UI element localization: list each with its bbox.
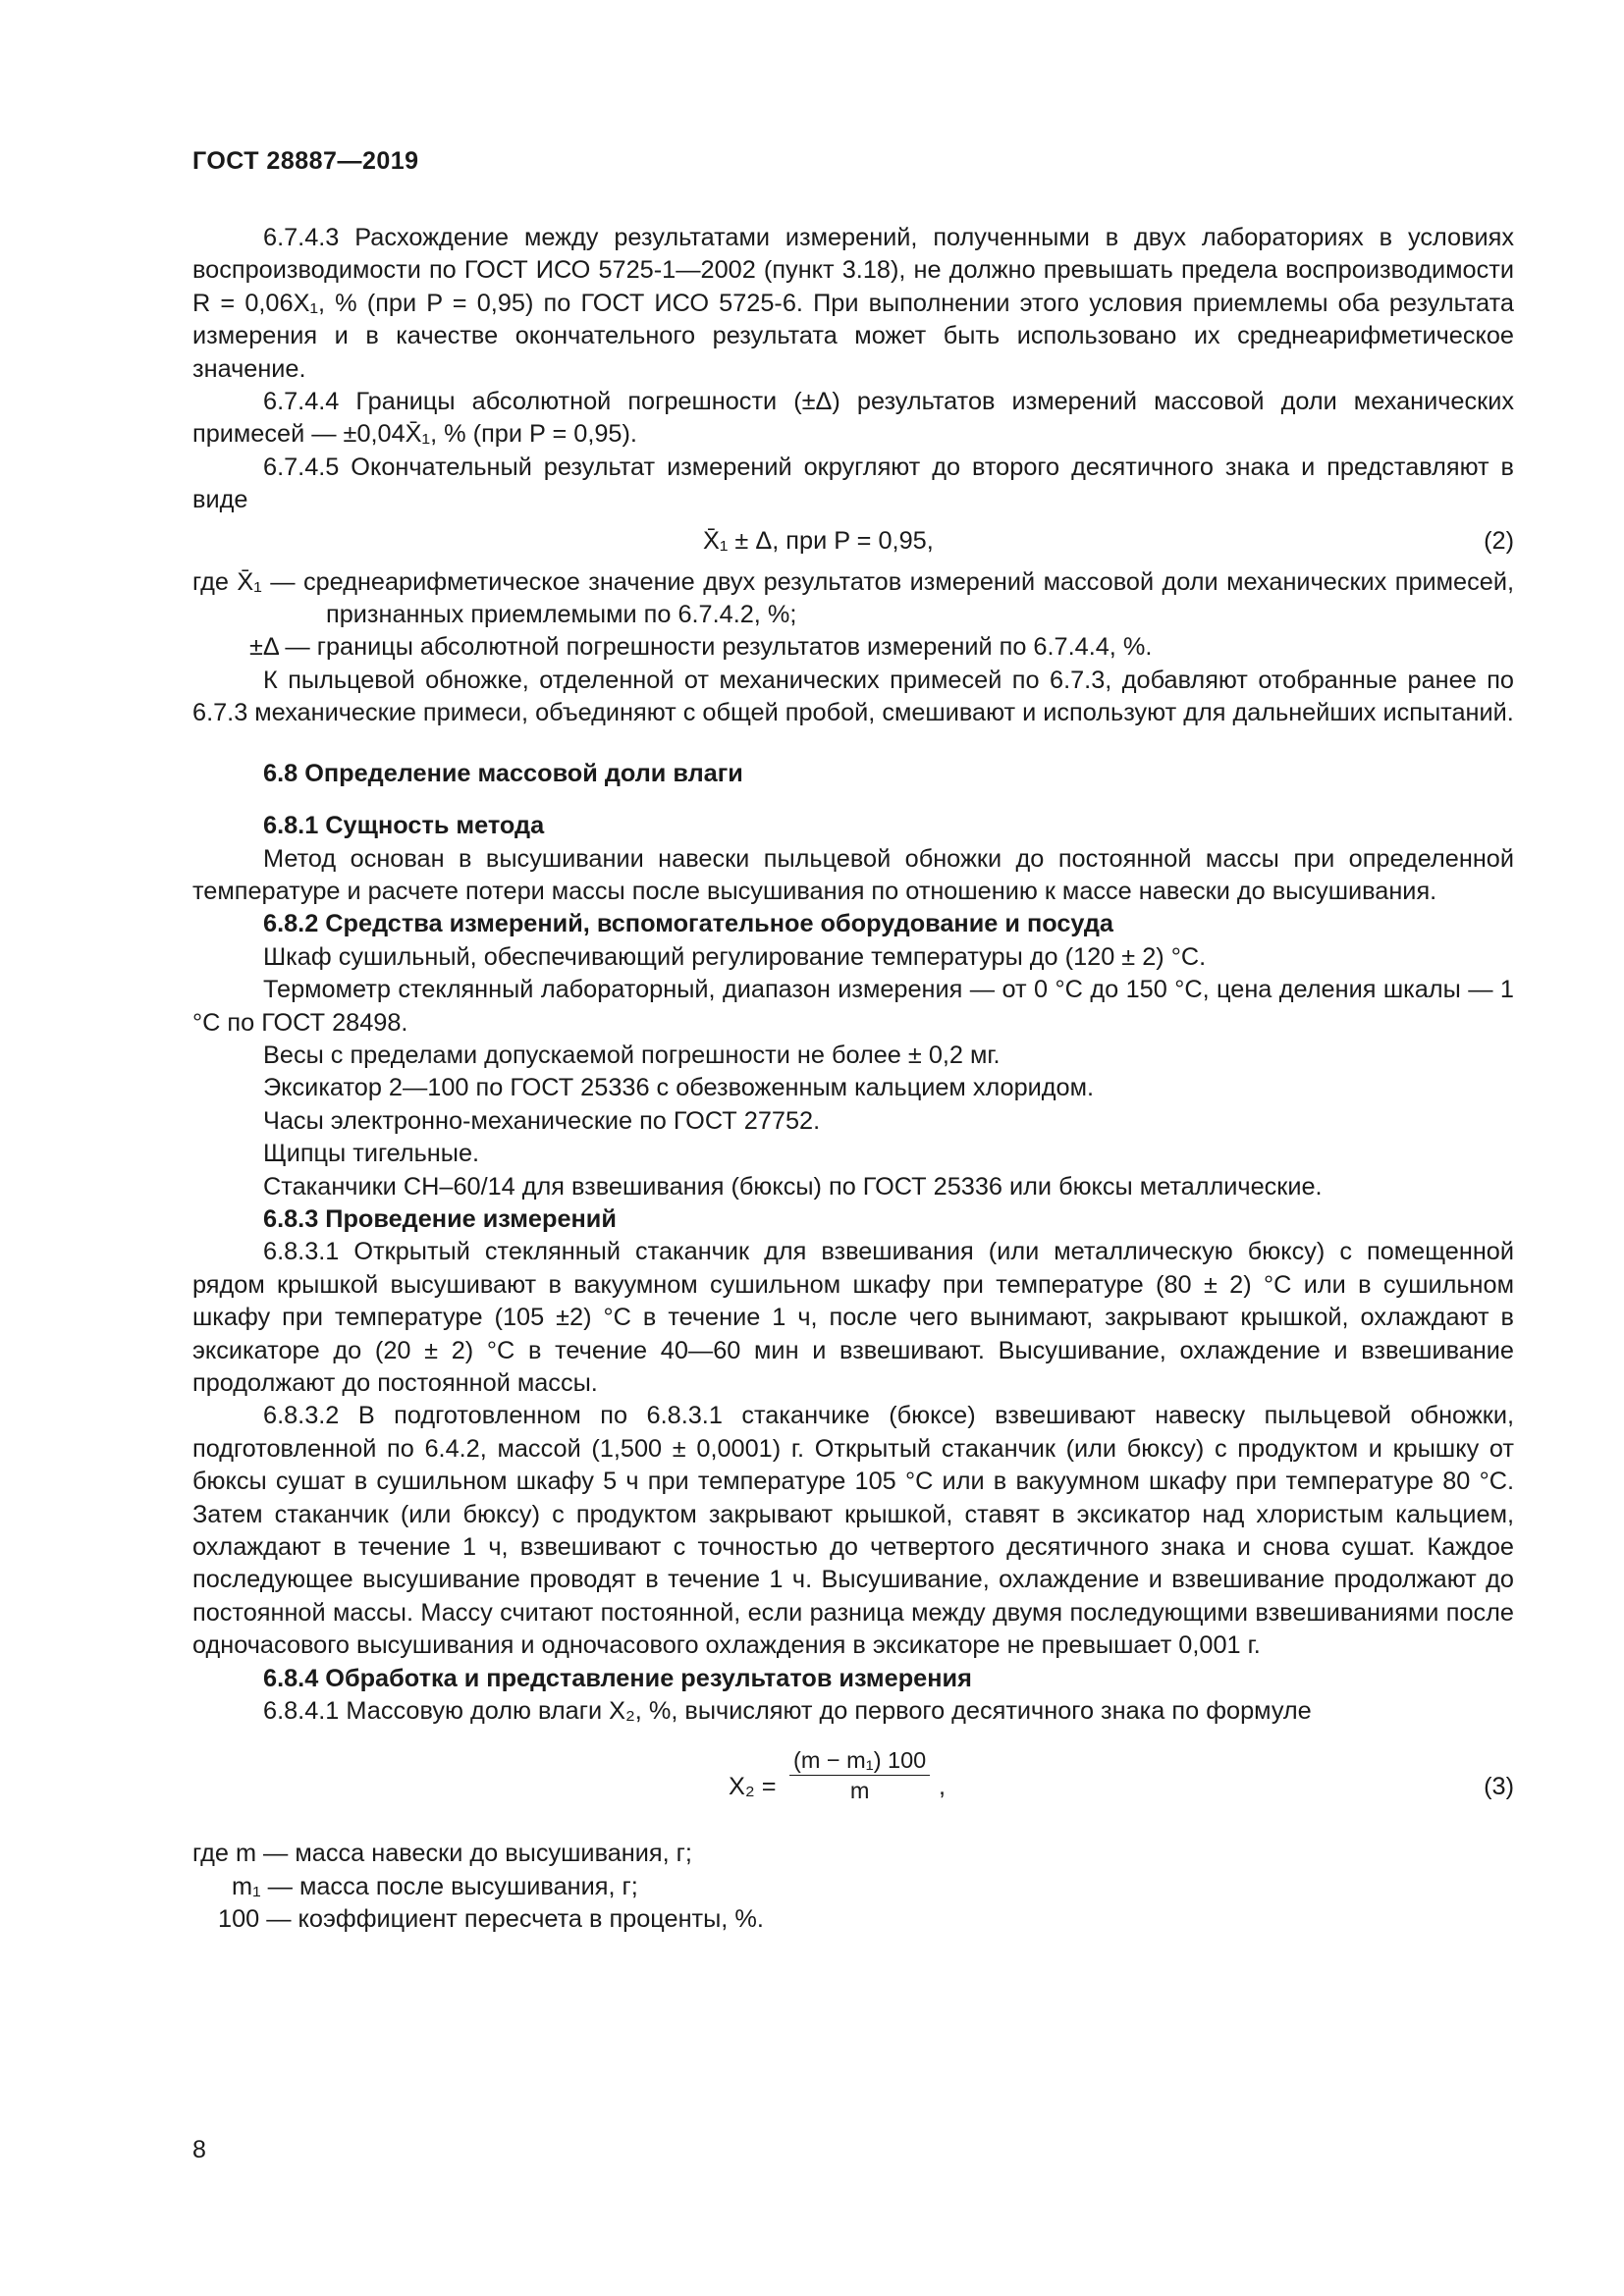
formula-3-where-m: где m — масса навески до высушивания, г; <box>192 1840 692 1868</box>
equipment-item-5: Часы электронно-механические по ГОСТ 27752. <box>263 1106 821 1135</box>
formula-3-where-100: 100 — коэффициент пересчета в проценты, %. <box>218 1905 764 1934</box>
equipment-item-1: Шкаф сушильный, обеспечивающий регулирование температуры до (120 ± 2) °С. <box>263 942 1207 971</box>
section-heading-6-8-4: 6.8.4 Обработка и представление результатов измерения <box>263 1664 972 1692</box>
formula-3-number: (3) <box>1484 1773 1514 1801</box>
formula-2-where-delta: ±Δ — границы абсолютной погрешности результатов измерений по 6.7.4.4, %. <box>249 633 1153 662</box>
paragraph-6-7-4-4: 6.7.4.4 Границы абсолютной погрешности (±Δ) результатов измерений массовой доли механических примесей — ±0,04X̄₁, % (при P = 0,95). <box>192 388 1514 449</box>
paragraph-6-8-1: Метод основан в высушивании навески пыльцевой обножки до постоянной массы при определенной температуре и расчете потери массы после высушивания по отношению к массе навески до высушивания. <box>192 844 1514 905</box>
paragraph-obnozhka: К пыльцевой обножке, отделенной от механических примесей по 6.7.3, добавляют отобранные ранее по 6.7.3 механические примеси, объединяют с общей пробой, смешивают и используют для дальнейших испытаний. <box>192 666 1514 727</box>
equipment-item-2: Термометр стеклянный лабораторный, диапазон измерения — от 0 °С до 150 °С, цена деления шкалы — 1 °С по ГОСТ 28498. <box>192 976 1514 1037</box>
paragraph-6-7-4-3: 6.7.4.3 Расхождение между результатами измерений, полученными в двух лабораториях в условиях воспроизводимости по ГОСТ ИСО 5725-1—2002 (пункт 3.18), не должно превышать предела воспроизводимости R = 0,06X₁, % (при P = 0,95) по ГОСТ ИСО 5725-6. При выполнении этого условия приемлемы оба результата измерения и в качестве окончательного результата может быть использовано их среднеарифметическое значение. <box>192 224 1514 383</box>
paragraph-6-8-3-2: 6.8.3.2 В подготовленном по 6.8.3.1 стаканчике (бюксе) взвешивают навеску пыльцевой обножки, подготовленной по 6.4.2, массой (1,500 ± 0,0001) г. Открытый стаканчик (или бюксу) с продуктом и крышку от бюксы сушат в сушильном шкафу 5 ч при температуре 105 °С или в вакуумном шкафу при температуре 80 °С. Затем стаканчик (или бюксу) с продуктом закрывают крышкой, ставят в эксикатор над хлористым кальцием, охлаждают в течение 1 ч, взвешивают с точностью до четвертого десятичного знака и снова сушат. Каждое последующее высушивание проводят в течение 1 ч. Высушивание, охлаждение и взвешивание продолжают до постоянной массы. Массу считают постоянной, если разница между двумя последующими взвешиваниями после одночасового высушивания и одночасового охлаждения в эксикаторе не превышает 0,001 г. <box>192 1402 1514 1660</box>
page-body <box>192 222 1514 1937</box>
document-code-header: ГОСТ 28887—2019 <box>192 147 419 175</box>
equipment-item-3: Весы с пределами допускаемой погрешности не более ± 0,2 мг. <box>263 1041 1001 1069</box>
formula-3-lhs: X₂ = <box>729 1773 777 1801</box>
formula-2-where-x1: где X̄₁ — среднеарифметическое значение двух результатов измерений массовой доли механических примесей, признанных приемлемыми по 6.7.4.2, %; <box>192 567 1514 629</box>
formula-3-where-m1: m₁ — масса после высушивания, г; <box>232 1872 638 1900</box>
formula-3-fraction <box>789 1745 930 1805</box>
formula-3-numerator: (m − m₁) 100 <box>789 1745 930 1776</box>
formula-3 <box>192 1743 1514 1838</box>
formula-2 <box>192 523 1514 566</box>
equipment-item-4: Эксикатор 2—100 по ГОСТ 25336 с обезвоженным кальцием хлоридом. <box>263 1074 1095 1102</box>
formula-2-expression: X̄₁ ± Δ, при P = 0,95, <box>703 526 934 555</box>
equipment-item-7: Стаканчики СН–60/14 для взвешивания (бюксы) по ГОСТ 25336 или бюксы металлические. <box>263 1172 1323 1201</box>
section-heading-6-8: 6.8 Определение массовой доли влаги <box>263 759 743 787</box>
formula-2-number: (2) <box>1484 526 1514 555</box>
page-number: 8 <box>192 2136 206 2163</box>
section-heading-6-8-2: 6.8.2 Средства измерений, вспомогательное оборудование и посуда <box>263 910 1113 938</box>
section-heading-6-8-1: 6.8.1 Сущность метода <box>263 812 545 840</box>
paragraph-6-8-3-1: 6.8.3.1 Открытый стеклянный стаканчик для взвешивания (или металлическую бюксу) с помещенной рядом крышкой высушивают в вакуумном сушильном шкафу при температуре (80 ± 2) °С или в сушильном шкафу при температуре (105 ±2) °С в течение 1 ч, после чего вынимают, закрывают крышкой, охлаждают в эксикаторе до (20 ± 2) °С в течение 40—60 мин и взвешивают. Высушивание, охлаждение и взвешивание продолжают до постоянной массы. <box>192 1238 1514 1397</box>
formula-3-comma: , <box>939 1773 947 1801</box>
section-heading-6-8-3: 6.8.3 Проведение измерений <box>263 1204 617 1233</box>
equipment-item-6: Щипцы тигельные. <box>263 1140 480 1168</box>
paragraph-6-7-4-5: 6.7.4.5 Окончательный результат измерений округляют до второго десятичного знака и представляют в виде <box>192 453 1514 514</box>
paragraph-6-8-4-1: 6.8.4.1 Массовую долю влаги X₂, %, вычисляют до первого десятичного знака по формуле <box>263 1697 1312 1726</box>
formula-3-denominator: m <box>849 1778 870 1804</box>
